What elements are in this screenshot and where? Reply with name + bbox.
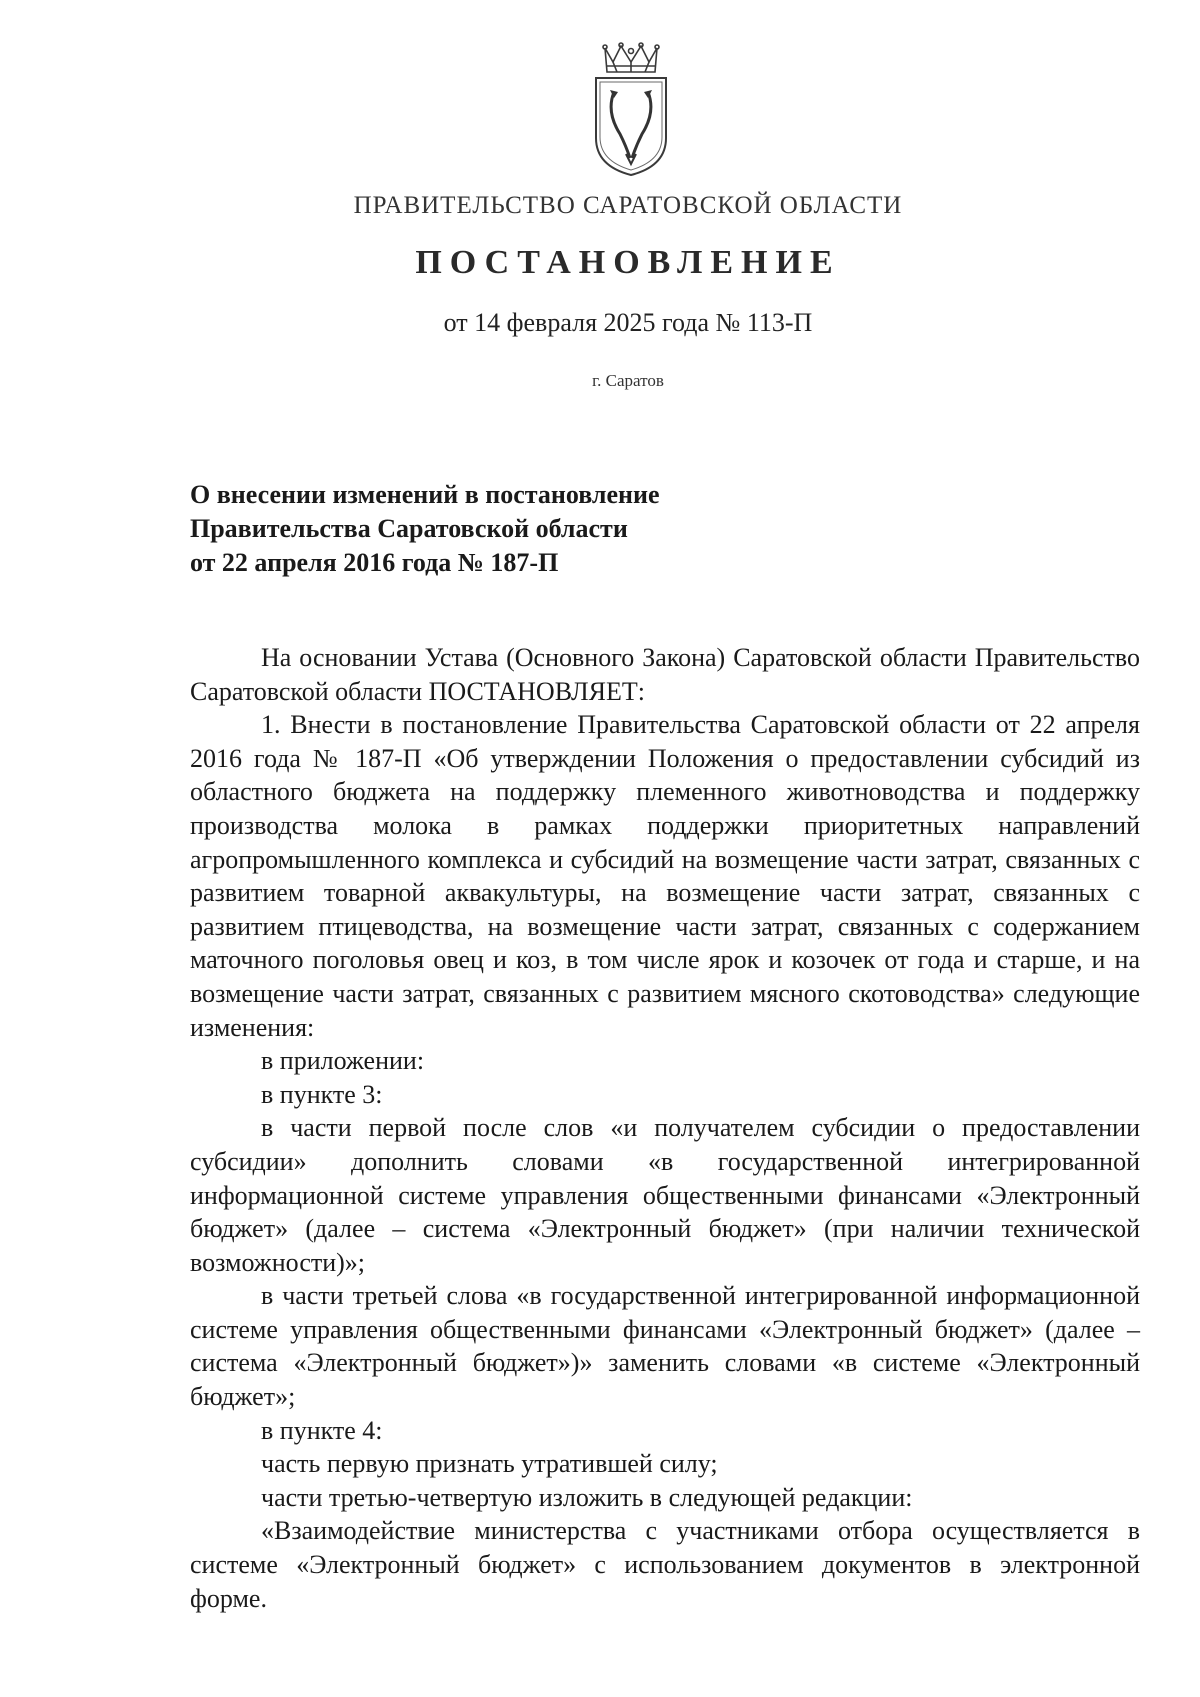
body-paragraph: части третью-четвертую изложить в следующей редакции: (261, 1482, 913, 1512)
body-paragraph: в части третьей слова «в государственной интегрированной информационной системе управления общественными финансами «Электронный бюджет» (далее – система «Электронный бюджет»)» заменить словами «в системе «Электронный бюджет»; (190, 1281, 1140, 1412)
subject-line-1: О внесении изменений в постановление (190, 480, 660, 509)
document-body (190, 641, 1140, 1615)
document-city: г. Саратов (592, 371, 664, 390)
coat-of-arms-icon (590, 42, 672, 178)
body-paragraph: На основании Устава (Основного Закона) Саратовской области Правительство Саратовской области ПОСТАНОВЛЯЕТ: (190, 643, 1140, 706)
subject-line-3: от 22 апреля 2016 года № 187-П (190, 548, 559, 577)
body-paragraph: «Взаимодействие министерства с участниками отбора осуществляется в системе «Электронный бюджет» с использованием документов в электронной форме. (190, 1516, 1140, 1613)
document-date-number: от 14 февраля 2025 года № 113-П (443, 308, 813, 337)
document-subject (190, 478, 890, 580)
subject-line-2: Правительства Саратовской области (190, 514, 628, 543)
body-paragraph: в пункте 4: (261, 1415, 383, 1445)
body-paragraph: 1. Внести в постановление Правительства Саратовской области от 22 апреля 2016 года № 187-П «Об утверждении Положения о предоставлении субсидий из областного бюджета на поддержку племенного животноводства и поддержку производства молока в рамках поддержки приоритетных направлений агропромышленного комплекса и субсидий на возмещение части затрат, связанных с развитием товарной аквакультуры, на возмещение части затрат, связанных с развитием птицеводства, на возмещение части затрат, связанных с содержанием маточного поголовья овец и коз, в том числе ярок и козочек от года и старше, и на возмещение части затрат, связанных с развитием мясного скотоводства» следующие изменения: (190, 710, 1140, 1042)
body-paragraph: в приложении: (261, 1046, 425, 1076)
body-paragraph: в части первой после слов «и получателем субсидии о предоставлении субсидии» дополнить словами «в государственной интегрированной информационной системе управления общественными финансами «Электронный бюджет» (далее – система «Электронный бюджет» (при наличии технической возможности)»; (190, 1113, 1140, 1277)
document-type: ПОСТАНОВЛЕНИЕ (415, 244, 841, 281)
body-paragraph: часть первую признать утратившей силу; (261, 1449, 718, 1479)
organization-name: ПРАВИТЕЛЬСТВО САРАТОВСКОЙ ОБЛАСТИ (353, 192, 903, 219)
body-paragraph: в пункте 3: (261, 1079, 383, 1109)
